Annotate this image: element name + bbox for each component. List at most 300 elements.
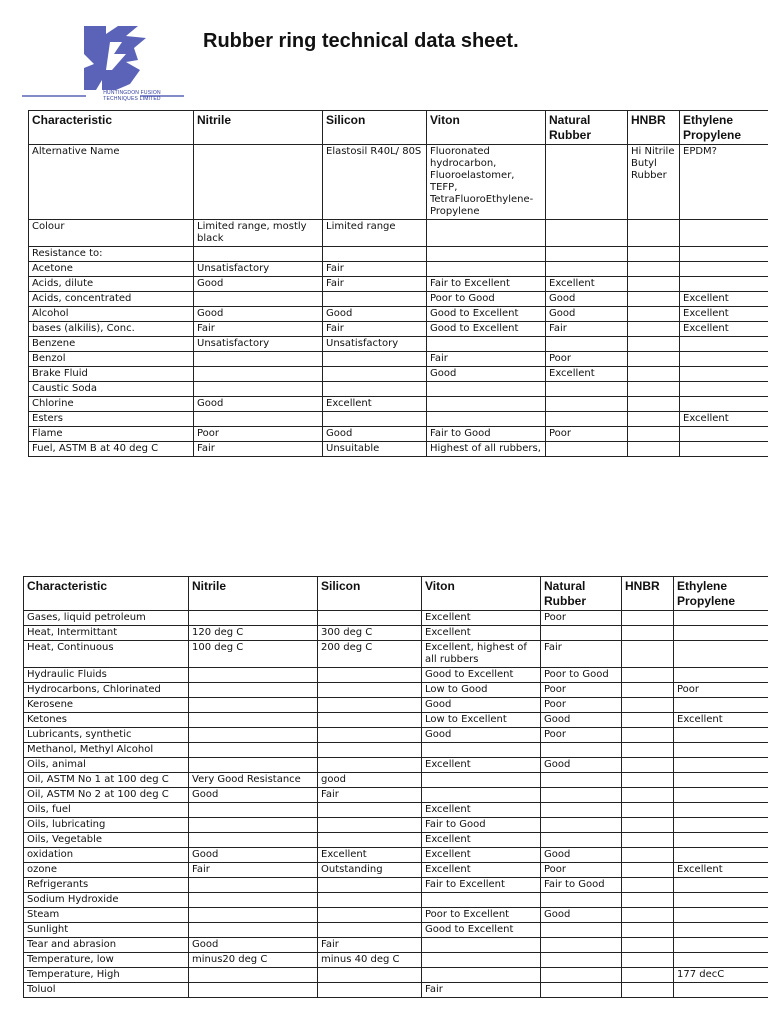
company-logo [22,24,184,108]
table-cell [628,352,680,367]
table-row [29,337,768,352]
table-cell [680,337,768,352]
table-cell [323,292,427,307]
data-table-2 [23,576,768,998]
row-characteristic: oxidation [24,848,189,863]
table-cell [189,713,318,728]
row-characteristic: bases (alkilis), Conc. [29,322,194,337]
table-cell: Good to Excellent [427,307,546,322]
row-characteristic: Gases, liquid petroleum [24,611,189,626]
table-cell [189,833,318,848]
column-header: HNBR [622,577,674,611]
table-cell: Unsatisfactory [194,337,323,352]
table-cell [194,247,323,262]
table-cell [674,803,768,818]
table-cell [628,247,680,262]
table-cell: Low to Good [422,683,541,698]
table-cell: Poor [541,698,622,713]
table-row [24,683,768,698]
table-cell [541,968,622,983]
table-cell: Poor [546,352,628,367]
table-cell [189,698,318,713]
table-cell: Good [541,848,622,863]
row-characteristic: Heat, Continuous [24,641,189,668]
table-cell: Low to Excellent [422,713,541,728]
table-cell: Fair [323,277,427,292]
table-cell [318,611,422,626]
table-cell [318,983,422,998]
row-characteristic: Temperature, low [24,953,189,968]
row-characteristic: Oil, ASTM No 2 at 100 deg C [24,788,189,803]
table-cell [422,743,541,758]
table-cell [622,863,674,878]
table-cell: Poor [541,611,622,626]
column-header: Silicon [318,577,422,611]
table-cell [674,923,768,938]
table-cell [622,908,674,923]
table-row [24,668,768,683]
table-row [24,938,768,953]
table-cell [541,833,622,848]
column-header: Viton [427,111,546,145]
table-cell [541,923,622,938]
table-row [24,626,768,641]
table-cell [546,220,628,247]
table-cell [622,833,674,848]
table-cell: Fair [541,641,622,668]
table-cell: Excellent [422,626,541,641]
table-cell [628,412,680,427]
table-cell [422,893,541,908]
table-cell [680,220,768,247]
table-cell [622,773,674,788]
table-row [24,863,768,878]
table-row [24,983,768,998]
table-cell: Poor [194,427,323,442]
column-header: HNBR [628,111,680,145]
table-cell [674,743,768,758]
table-cell [189,611,318,626]
row-characteristic: Oils, fuel [24,803,189,818]
table-cell [628,220,680,247]
row-characteristic: Hydrocarbons, Chlorinated [24,683,189,698]
table-cell [541,953,622,968]
table-cell: Good [194,397,323,412]
table-cell [680,427,768,442]
table-cell: Poor [541,683,622,698]
table-cell [680,382,768,397]
table-cell [622,848,674,863]
table-row [29,442,768,457]
table-cell: Excellent [680,307,768,322]
table-cell: Excellent [318,848,422,863]
table-cell [622,878,674,893]
table-row [24,878,768,893]
table-cell: Good [189,848,318,863]
table-cell [194,352,323,367]
table-cell [546,442,628,457]
table-cell [628,307,680,322]
logo-text [82,90,182,102]
table-cell: Fair [194,442,323,457]
table-cell [427,397,546,412]
table-cell: Fair to Good [427,427,546,442]
row-characteristic: Sodium Hydroxide [24,893,189,908]
table-row [24,728,768,743]
row-characteristic: Alcohol [29,307,194,322]
table-cell [674,698,768,713]
table-row [29,352,768,367]
table-cell: 300 deg C [318,626,422,641]
table-cell: Poor [541,728,622,743]
row-characteristic: Alternative Name [29,145,194,220]
table-cell: Outstanding [318,863,422,878]
table-cell: Good [427,367,546,382]
table-cell: Good [546,292,628,307]
table-cell: Fair to Excellent [427,277,546,292]
table-cell [680,247,768,262]
table-cell [546,412,628,427]
column-header: Natural Rubber [546,111,628,145]
table-cell: Excellent [674,863,768,878]
table-cell [622,641,674,668]
row-characteristic: Acids, dilute [29,277,194,292]
table-cell [323,247,427,262]
table-row [24,641,768,668]
table-cell [680,262,768,277]
table-cell [541,803,622,818]
column-header: Characteristic [24,577,189,611]
table-cell: Fair [194,322,323,337]
table-cell: Very Good Resistance [189,773,318,788]
table-row [24,833,768,848]
column-header: Viton [422,577,541,611]
table-cell: Fair to Good [541,878,622,893]
table-row [24,788,768,803]
table-cell [680,397,768,412]
table-cell [541,743,622,758]
table-cell [628,382,680,397]
row-characteristic: Tear and abrasion [24,938,189,953]
row-characteristic: Brake Fluid [29,367,194,382]
table-cell [318,908,422,923]
table-cell [427,382,546,397]
table-row [29,367,768,382]
table-cell [318,968,422,983]
table-cell [546,145,628,220]
table-cell: Good [546,307,628,322]
table-cell: Excellent, highest of all rubbers [422,641,541,668]
table-row [29,247,768,262]
table-cell [674,668,768,683]
table-row [29,307,768,322]
table-cell [628,277,680,292]
table-cell [622,611,674,626]
table-cell: Excellent [680,292,768,307]
table-cell [541,983,622,998]
table-row [29,412,768,427]
table-cell: Excellent [422,863,541,878]
table-cell: Good [323,307,427,322]
table-cell: Elastosil R40L/ 80S [323,145,427,220]
table-cell [427,337,546,352]
table-cell [622,893,674,908]
row-characteristic: Chlorine [29,397,194,412]
table-cell [674,848,768,863]
table-row [24,713,768,728]
table-cell [427,220,546,247]
table-cell: Poor to Good [427,292,546,307]
table-cell [674,788,768,803]
table-cell [628,397,680,412]
row-characteristic: Sunlight [24,923,189,938]
table-cell [189,683,318,698]
row-characteristic: Oil, ASTM No 1 at 100 deg C [24,773,189,788]
table-row [29,322,768,337]
row-characteristic: Heat, Intermittant [24,626,189,641]
table-row [29,427,768,442]
table-cell: Fluoronated hydrocarbon, Fluoroelastomer, TEFP, TetraFluoroEthylene-Propylene [427,145,546,220]
table-cell [674,953,768,968]
table-cell [189,908,318,923]
table-cell [628,427,680,442]
table-cell [422,788,541,803]
column-header: Nitrile [194,111,323,145]
table-cell [422,953,541,968]
table-cell: Limited range, mostly black [194,220,323,247]
table-cell [674,938,768,953]
table-cell: Fair [318,938,422,953]
table-cell [318,728,422,743]
table-cell [674,893,768,908]
table-cell [622,743,674,758]
table-cell [189,968,318,983]
table-cell [427,262,546,277]
table-cell [422,938,541,953]
table-row [24,611,768,626]
table-row [24,923,768,938]
table-cell: Good [422,728,541,743]
table-cell [680,352,768,367]
table-cell [622,626,674,641]
row-characteristic: ozone [24,863,189,878]
table-cell [189,818,318,833]
table-cell [189,728,318,743]
table-cell [674,878,768,893]
table-cell [674,773,768,788]
table-cell [318,668,422,683]
table-cell [680,442,768,457]
table-cell [194,292,323,307]
table-cell [189,668,318,683]
table-cell: Excellent [546,367,628,382]
table-cell [189,923,318,938]
table-cell [680,277,768,292]
table-cell [541,938,622,953]
table-cell: good [318,773,422,788]
table-cell [323,382,427,397]
table-row [24,743,768,758]
table-cell [628,442,680,457]
table-cell [422,773,541,788]
table-cell: Excellent [422,611,541,626]
table-row [24,953,768,968]
row-characteristic: Caustic Soda [29,382,194,397]
table-row [29,277,768,292]
table-cell: Excellent [422,833,541,848]
row-characteristic: Temperature, High [24,968,189,983]
page-title: Rubber ring technical data sheet. [203,30,519,52]
table-cell [674,983,768,998]
table-cell: Fair [189,863,318,878]
table-header-row [24,577,768,611]
table-cell [674,611,768,626]
row-characteristic: Flame [29,427,194,442]
table-row [24,773,768,788]
logo-line-1: HUNTINGDON FUSION [103,90,161,96]
table-cell: Good [541,908,622,923]
table-cell [323,412,427,427]
row-characteristic: Benzene [29,337,194,352]
table-cell: Unsatisfactory [194,262,323,277]
table-cell: Good [189,788,318,803]
table-cell: Good [194,307,323,322]
row-characteristic: Fuel, ASTM B at 40 deg C [29,442,194,457]
table-cell: Fair [323,322,427,337]
table-cell [189,878,318,893]
table-cell [622,728,674,743]
table-cell [622,683,674,698]
table-cell [541,788,622,803]
table-cell: Excellent [422,848,541,863]
table-cell: Fair [323,262,427,277]
table-cell [422,968,541,983]
table-cell: Good [541,713,622,728]
table-row [29,382,768,397]
row-characteristic: Benzol [29,352,194,367]
row-characteristic: Oils, Vegetable [24,833,189,848]
row-characteristic: Oils, animal [24,758,189,773]
table-cell: Poor to Good [541,668,622,683]
table-cell: 177 decC [674,968,768,983]
table-cell [622,968,674,983]
table-cell [318,758,422,773]
table-row [24,908,768,923]
table-cell: EPDM? [680,145,768,220]
table-cell [189,758,318,773]
table-cell: Fair [422,983,541,998]
table-cell [674,626,768,641]
table-cell [674,833,768,848]
table-cell: Good [194,277,323,292]
table-cell: Excellent [422,803,541,818]
row-characteristic: Oils, lubricating [24,818,189,833]
table-row [24,758,768,773]
table-cell [622,668,674,683]
row-characteristic: Resistance to: [29,247,194,262]
row-characteristic: Ketones [24,713,189,728]
table-cell [318,698,422,713]
table-row [24,698,768,713]
table-cell [622,803,674,818]
table-cell [541,818,622,833]
column-header: Ethylene Propylene [680,111,768,145]
table-cell [622,923,674,938]
table-cell: 100 deg C [189,641,318,668]
table-cell: Poor to Excellent [422,908,541,923]
table-cell: Good [422,698,541,713]
row-characteristic: Acetone [29,262,194,277]
table-row [24,803,768,818]
table-cell [546,262,628,277]
row-characteristic: Kerosene [24,698,189,713]
data-table-1 [28,110,768,457]
table-cell [674,641,768,668]
table-cell [318,743,422,758]
table-cell [674,728,768,743]
table-cell [622,698,674,713]
row-characteristic: Esters [29,412,194,427]
table-cell [189,893,318,908]
table-cell: Good to Excellent [422,668,541,683]
table-cell: minus 40 deg C [318,953,422,968]
table-cell: Fair to Good [422,818,541,833]
table-row [29,397,768,412]
table-row [24,848,768,863]
table-cell: Excellent [680,322,768,337]
row-characteristic: Lubricants, synthetic [24,728,189,743]
table-row [29,220,768,247]
row-characteristic: Refrigerants [24,878,189,893]
table-cell [189,983,318,998]
table-cell [318,893,422,908]
table-cell: Limited range [323,220,427,247]
row-characteristic: Steam [24,908,189,923]
table-cell: Highest of all rubbers, [427,442,546,457]
table-row [24,893,768,908]
table-cell [323,352,427,367]
table-cell [546,397,628,412]
table-cell [674,758,768,773]
table-cell [546,247,628,262]
table-cell: Unsuitable [323,442,427,457]
table-cell [628,262,680,277]
table-cell: Excellent [680,412,768,427]
table-cell: 120 deg C [189,626,318,641]
table-cell [318,878,422,893]
column-header: Characteristic [29,111,194,145]
row-characteristic: Colour [29,220,194,247]
table-cell: Good to Excellent [427,322,546,337]
table-cell [318,803,422,818]
row-characteristic: Toluol [24,983,189,998]
table-cell [628,367,680,382]
logo-line-2: TECHNIQUES LIMITED [103,96,161,102]
table-row [24,818,768,833]
table-cell [546,337,628,352]
row-characteristic: Hydraulic Fluids [24,668,189,683]
table-cell [622,938,674,953]
table-cell: Good [189,938,318,953]
table-cell [622,788,674,803]
table-cell [622,953,674,968]
table-cell [622,983,674,998]
table-cell [622,758,674,773]
table-cell [427,247,546,262]
table-cell: Good [541,758,622,773]
table-cell [318,818,422,833]
table-cell [674,908,768,923]
